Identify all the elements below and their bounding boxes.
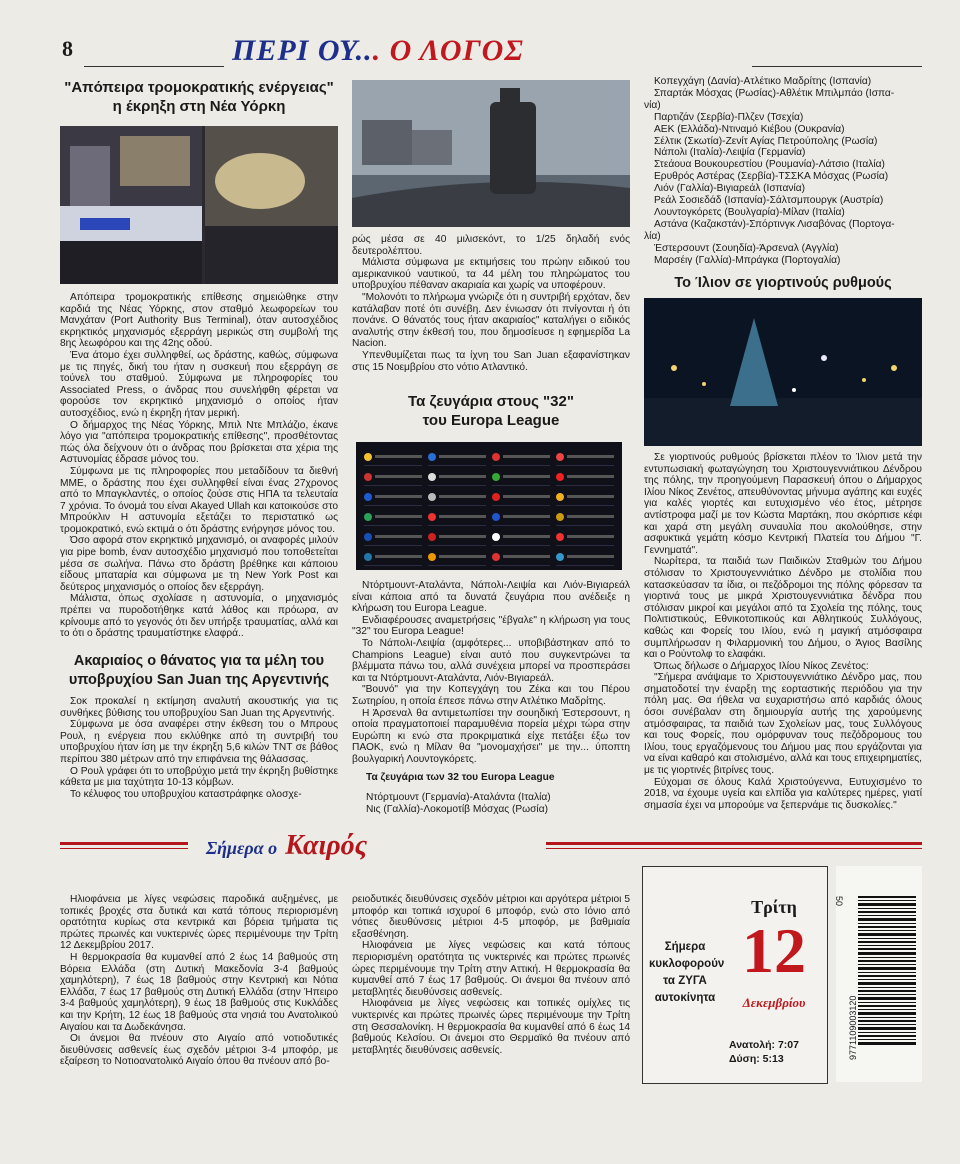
- ilion-body: [644, 452, 922, 811]
- nyc-headline-line2: η έκρηξη στη Νέα Υόρκη: [112, 98, 286, 115]
- europa-paragraph: Η Άρσεναλ θα αντιμετωπίσει την σουηδική Έστερσουντ, η οποία πραγματοποιεί παραμυθένια πορεία μέχρι τώρα στην Ευρώπη κι ενώ στα προκριματικά είχε πετάξει έξω τον ΠΑΟΚ, ενώ η Μίλαν θα "μονομαχήσει" με την... ύποπτη βουλγαρική Λουντογκόρετς.: [352, 707, 630, 765]
- nyc-paragraph: Ένα άτομο έχει συλληφθεί, ως δράστης, καθώς, σύμφωνα με τις πηγές, δική του ήταν η συσκευή που εξερράγη σε τούνελ του σταθμού. Σύμφωνα με πληροφορίες του Associated Press, ο άνδρας που συνελήφθη φέρεται να φορούσε τον εκρηκτικό μηχανισμό ο οποίος ήταν αυτοσχέδιος, ενώ η έκρηξη ήταν μερική.: [60, 349, 338, 419]
- europa-pair: Κοπεγχάγη (Δανία)-Ατλέτικο Μαδρίτης (Ισπανία): [654, 76, 872, 87]
- europa-pair: ΑΕΚ (Ελλάδα)-Ντιναμό Κιέβου (Ουκρανία): [654, 123, 845, 135]
- europa-paragraph: Ντόρτμουντ-Αταλάντα, Νάπολι-Λειψία και Λιόν-Βιγιαρεάλ είναι κάποια από τα δυνατά ζευγάρια που ανέδειξε η κλήρωση του Europa League.: [352, 580, 630, 615]
- weather-col-2: [352, 894, 630, 1056]
- nyc-photo-image: [60, 126, 338, 284]
- europa-headline-line2: του Europa League: [422, 412, 560, 429]
- date-box: [642, 866, 828, 1084]
- europa-pair: Νις (Γαλλία)-Λοκομοτίβ Μόσχας (Ρωσία): [366, 803, 548, 815]
- circulation-line: κυκλοφορούν: [649, 958, 725, 970]
- weather-paragraph: Ηλιοφάνεια με λίγες νεφώσεις και τοπικές ομίχλες τις νυκτερινές και πρώτες πρωινές ώρες περιμένουμε την Τρίτη στη Θεσσαλονίκη. Η θερμοκρασία θα κυμανθεί από 6 έως 14 βαθμούς Κελσίου. Οι άνεμοι στο Θερμαϊκό θα πνέουν από μεταβλητές διευθύνσεις ασθενείς.: [352, 998, 630, 1056]
- draw-slot: [428, 448, 486, 466]
- europa-pair: Μαρσέιγ (Γαλλία)-Μπράγκα (Πορτογαλία): [654, 254, 841, 266]
- ilion-paragraph: Νωρίτερα, τα παιδιά των Παιδικών Σταθμών του Δήμου στόλισαν το Χριστουγεννιάτικο Δένδρο με στολίδια που κατασκεύασαν τα ίδια, οι πεζόδρομοι της πόλης φόρεσαν τα γιορτινά τους με μικρά Χριστουγεννιάτικα δένδρα που στόλισαν μικροί και μεγάλοι από τα Σχολεία της πόλης, τους Πολιτιστικούς, Εθνικοτοπικούς και Αθλητικούς Συλλόγους, καθώς και Φορείς του Ιλίου, ενώ η μαγική ατμόσφαιρα συμπλήρωσαν η Φιλαρμονική του Δήμου, ο Άγιος Βασίλης και ο Ρούντολφ το ελαφάκι.: [644, 556, 922, 661]
- europa-paragraph: Ενδιαφέρουσες αναμετρήσεις "έβγαλε" η κλήρωση για τους "32" του Europa League!: [352, 614, 630, 638]
- europa-paragraph: "Βουνό" για την Κοπεγχάγη του Ζέκα και του Πέρου Σωτηρίου, η οποία έπεσε πάνω στην Ατλέτικο Μαδρίτης.: [352, 684, 630, 707]
- europa-pair: Παρτιζάν (Σερβία)-Πλζεν (Τσεχία): [654, 111, 804, 123]
- sub-headline-line1: Ακαριαίος ο θάνατος για τα μέλη του: [73, 653, 325, 669]
- weather-title-small: Σήμερα ο: [206, 838, 278, 858]
- weather-col-1: [60, 894, 338, 1068]
- draw-slot: [364, 528, 422, 546]
- sub-paragraph: Σοκ προκαλεί η εκτίμηση αναλυτή ακουστικής για τις συνθήκες βύθισης του υποβρυχίου San Juan της Αργεντινής.: [60, 696, 338, 719]
- europa-body: [352, 580, 630, 766]
- draw-slot: [556, 548, 614, 566]
- draw-slot: [428, 528, 486, 546]
- barcode-addon: 50: [834, 896, 844, 907]
- draw-slot: [492, 448, 550, 466]
- europa-paragraph: Το Νάπολι-Λειψία (αμφότερες... υποβιβάστηκαν από το Champions League) είναι αυτό που συγκεντρώνει τα βλέμματα πάνω του, αλλά συνέχεια μπορεί να προσπεράσει και τα Ντόρτμουντ-Αταλάντα, Λιόν-Βιγιαρεάλ.: [352, 637, 630, 684]
- header-rule-left: [84, 66, 224, 67]
- section-title-text: ΠΕΡΙ ΟΥ... Ο ΛΟΓΟΣ: [232, 34, 524, 67]
- weather-rule-left-thin: [60, 848, 188, 849]
- weather-banner: [60, 830, 922, 860]
- barcode-number: 9771109003120: [848, 995, 858, 1060]
- weather-rule-right-thin: [546, 848, 922, 849]
- sunrise: Ανατολή: 7:07: [729, 1039, 799, 1051]
- sub-body: [60, 696, 338, 800]
- europa-pairs-cont: [644, 76, 922, 267]
- weather-paragraph: Ηλιοφάνεια με λίγες νεφώσεις παροδικά αυξημένες, με τοπικές βροχές στα δυτικά και κατά τόπους περιορισμένη ορατότητα κυρίως στα κεντρικά και βόρεια τμήματα τις πρώτες πρωινές και νυκτερινές ώρες περιμένουμε την Τρίτη 12 Δεκεμβρίου 2017.: [60, 894, 338, 952]
- europa-headline: [352, 392, 630, 430]
- europa-draw-graphic: [356, 442, 622, 570]
- europa-draw-grid: [356, 442, 622, 570]
- nyc-photo: [60, 126, 338, 284]
- nyc-paragraph: Μάλιστα, όπως σχολίασε η αστυνομία, ο μηχανισμός πρέπει να πυροδοτήθηκε κατά λάθος και πρόωρα, αν κρίνουμε από το γεγονός ότι δεν υπήρξε τραυματίας, αλλά και το ότι ο δράστης τραυματίστηκε ελαφρά..: [60, 593, 338, 640]
- sub-paragraph: Σύμφωνα με όσα αναφέρει στην έκθεση του ο Μπρους Ρουλ, η ενέργεια που εκλύθηκε από τη συντριβή του υποβρυχίου ήταν ίση με την έκρηξη 5,6 κιλών TNT σε βάθος περίπου 380 μέτρων από την επιφάνεια της θάλασσας.: [60, 719, 338, 765]
- weekday: Τρίτη: [751, 897, 797, 917]
- circulation-notice: [649, 939, 725, 1007]
- weather-title: [206, 830, 367, 862]
- weather-paragraph: Οι άνεμοι θα πνέουν στο Αιγαίο από νοτιοδυτικές διευθύνσεις ασθενείς έως σχεδόν μέτριοι 3-4 μποφόρ, με εξαίρεση το Νοτιοανατολικό Αιγαίο όπου θα πνέουν από βο-: [60, 1033, 338, 1068]
- draw-slot: [428, 508, 486, 526]
- europa-pair: Νάπολι (Ιταλία)-Λειψία (Γερμανία): [654, 147, 806, 159]
- ilion-photo-image: [644, 298, 922, 446]
- day-number: 12: [742, 915, 806, 986]
- draw-slot: [556, 488, 614, 506]
- draw-slot: [428, 468, 486, 486]
- draw-slot: [492, 528, 550, 546]
- ilion-headline: Το Ίλιον σε γιορτινούς ρυθμούς: [674, 275, 892, 291]
- sub-paragraph: Ο Ρουλ γράφει ότι το υποβρύχιο μετά την έκρηξη βυθίστηκε κάθετα με μια ταχύτητα 10-13 κόμβων.: [60, 765, 338, 789]
- europa-pair: Λουντογκόρετς (Βουλγαρία)-Μίλαν (Ιταλία): [654, 206, 845, 218]
- europa-list-title: Τα ζευγάρια των 32 του Europa League: [366, 772, 555, 783]
- draw-slot: [428, 488, 486, 506]
- sub-headline-line2: υποβρυχίου San Juan της Αργεντινής: [68, 672, 330, 688]
- circulation-line: Σήμερα: [664, 941, 706, 953]
- nyc-paragraph: Απόπειρα τρομοκρατικής επίθεσης σημειώθηκε στην καρδιά της Νέας Υόρκης, στον σταθμό λεωφορείων του Μανχάταν (Port Authority Bus Terminal), όταν αυτοσχέδιος εκρηκτικός μηχανισμός εξερράγη μερικώς στη συμβολή της 8ης λεωφόρου και της 42ης οδού.: [60, 292, 338, 350]
- nyc-paragraph: Όσο αφορά στον εκρηκτικό μηχανισμό, οι αναφορές μιλούν για pipe bomb, έναν αυτοσχέδιο μηχανισμό που τοποθετείται μέσα σε σωλήνα. Πάνω στο δράστη βρέθηκε και κάποιου είδους μπαταρία και σύμφωνα με τη New York Post και δεύτερος μηχανισμός ο οποίος δεν εξερράγη.: [60, 535, 338, 593]
- draw-slot: [428, 548, 486, 566]
- weather-rule-left: [60, 842, 188, 845]
- draw-slot: [492, 488, 550, 506]
- sub-headline: [56, 652, 342, 690]
- europa-pair: Ρεάλ Σοσιεδάδ (Ισπανία)-Σάλτσμπουργκ (Αυστρία): [654, 195, 884, 207]
- sub-paragraph: Το κέλυφος του υποβρυχίου καταστράφηκε ολοσχε-: [70, 788, 302, 800]
- month: Δεκεμβρίου: [742, 995, 806, 1010]
- europa-headline-line1: Τα ζευγάρια στους "32": [408, 393, 574, 410]
- ilion-paragraph: Εύχομαι σε όλους Καλά Χριστούγεννα, Ευτυχισμένο το 2018, να έχουμε υγεία και ελπίδα για καλύτερες ημέρες, γιατί σημασία έχει να μπορούμε να ξεπερνάμε τις δυσκολίες.": [644, 776, 922, 811]
- europa-pair: Σπαρτάκ Μόσχας (Ρωσίας)-Αθλέτικ Μπιλμπάο (Ισπα-: [654, 87, 895, 99]
- europa-pair: Στεάουα Βουκουρεστίου (Ρουμανία)-Λάτσιο (Ιταλία): [654, 159, 885, 171]
- nyc-body: [60, 292, 338, 640]
- section-title: [232, 34, 524, 68]
- weather-paragraph: Η θερμοκρασία θα κυμανθεί από 2 έως 14 βαθμούς στη Βόρεια Ελλάδα (στη Δυτική Μακεδονία 3-4 βαθμούς χαμηλότερη), 7 έως 18 βαθμούς στην Κεντρική και Νότια Ελλάδα, 7 έως 17 βαθμούς στη Δυτική Ελλάδα (στην Ήπειρο 3-4 βαθμούς χαμηλότερη), 9 έως 18 βαθμούς στις Κυκλάδες και την Κρήτη, 12 έως 18 βαθμούς στα νησιά του Ανατολικού Αιγαίου και τα Δωδεκάνησα.: [60, 951, 338, 1033]
- ilion-photo: [644, 298, 922, 446]
- draw-slot: [364, 488, 422, 506]
- draw-slot: [556, 468, 614, 486]
- europa-pair: Ερυθρός Αστέρας (Σερβία)-ΤΣΣΚΑ Μόσχας (Ρωσία): [654, 171, 889, 183]
- sub-body-continued: [352, 234, 630, 373]
- draw-slot: [492, 548, 550, 566]
- europa-pair: Σέλτικ (Σκωτία)-Ζενίτ Αγίας Πετρούπολης (Ρωσία): [654, 135, 878, 147]
- ilion-paragraph: "Σήμερα ανάψαμε το Χριστουγεννιάτικο Δένδρο μας, που σηματοδοτεί την έναρξη της εορταστικής περιόδου για την πόλη μας. Θα ήθελα να ευχαριστήσω από καρδιάς όλους όσοι συνέβαλαν στη δημιουργία αυτής της χαρούμενης ατμόσφαιρας, τα παιδιά των Σχολείων μας, τους Συλλόγους και τους Φορείς, που ομόρφυναν τους πεζόδρομους του Ιλίου, τους εργαζόμενους του Δήμου μας που εργάζονται για να είναι καθαρό και στολισμένο, αλλά και τους επιχειρηματίες, με τις γιορτινές βιτρίνες τους.: [644, 672, 922, 777]
- sub-paragraph: "Μολονότι το πλήρωμα γνώριζε ότι η συντριβή ερχόταν, δεν κατάλαβαν ποτέ ότι συνέβη. Δεν ένιωσαν ότι πνίγονται ή ότι πονάνε. Ο θάνατός τους ήταν ακαριαίος" καταλήγει ο ειδικός αναλυτής στην έκθεσή του, που δημοσίευσε η εφημερίδα La Nacion.: [352, 291, 630, 350]
- europa-pair: Έστερσουντ (Σουηδία)-Άρσεναλ (Αγγλία): [654, 242, 839, 254]
- nyc-headline: [60, 78, 338, 116]
- europa-pair: Αστάνα (Καζακστάν)-Σπόρτινγκ Λισαβόνας (Πορτογα-: [654, 218, 895, 230]
- draw-slot: [492, 508, 550, 526]
- sub-paragraph: ρώς μέσα σε 40 μιλισεκόντ, το 1/25 δηλαδή ενός δευτερολέπτου.: [352, 234, 630, 257]
- sunset: Δύση: 5:13: [729, 1053, 784, 1065]
- circulation-line: τα ΖΥΓΑ: [663, 975, 707, 987]
- draw-slot: [364, 468, 422, 486]
- ilion-paragraph: Όπως δήλωσε ο Δήμαρχος Ιλίου Νίκος Ζενέτος:: [654, 660, 869, 672]
- nyc-headline-line1: "Απόπειρα τρομοκρατικής ενέργειας": [64, 79, 334, 96]
- europa-pair: νία): [644, 99, 661, 111]
- sub-paragraph: Μάλιστα σύμφωνα με εκτιμήσεις του πρώην ειδικού του αμερικανικού ναυτικού, τα 44 μέλη του πληρώματος του υποβρυχίου πέθαναν ακαριαία και χωρίς να υποφέρουν.: [352, 257, 630, 292]
- header-rule-right: [752, 66, 922, 67]
- nyc-paragraph: Σύμφωνα με τις πληροφορίες που μεταδίδουν τα διεθνή ΜΜΕ, ο δράστης που έχει συλληφθεί είναι ένας 27χρονος από το Μπαγκλαντές, ο οποίος ζούσε στις ΗΠΑ τα τελευταία 7 χρόνια. Το όνομά του είναι Akayed Ullah και κατοικούσε στο Μπρούκλιν Η αστυνομία εξετάζει το περιστατικό ως τρομοκρατικό, ενώ εκτιμά ο ότι δράστης ενήργησε μόνος του.: [60, 465, 338, 535]
- ilion-paragraph: Σε γιορτινούς ρυθμούς βρίσκεται πλέον το Ίλιον μετά την εντυπωσιακή φωταγώγηση του Χριστουγεννιάτικου Δένδρου της πόλης, την προηγούμενη Παρασκευή όπου ο Δήμαρχος Ιλίου Νίκος Ζενέτος, απευθύνοντας μήνυμα αγάπης και ευχές για καλές γιορτές και ευτυχισμένο νέο έτος, μέτρησε αντίστροφα μαζί με τον Κώστα Μαρτάκη, που σκόρπισε κέφι και χαρά στη μεγάλη συναυλία που ακολούθησε, στην ασφυκτικά γεμάτη κόσμο Κεντρική Πλατεία του Δήμου "Γ. Γεννηματά".: [644, 452, 922, 556]
- barcode-bars: [858, 896, 916, 1046]
- weather-rule-right: [546, 842, 922, 845]
- weather-title-big: Καιρός: [285, 830, 368, 861]
- draw-slot: [556, 528, 614, 546]
- circulation-line: αυτοκίνητα: [654, 992, 716, 1004]
- barcode: [836, 866, 922, 1082]
- draw-slot: [556, 508, 614, 526]
- draw-slot: [556, 448, 614, 466]
- europa-pairs-start: [366, 792, 551, 816]
- weather-paragraph: ρειοδυτικές διευθύνσεις σχεδόν μέτριοι και αργότερα μέτριοι 5 μποφόρ και τοπικά ισχυροί 6 μποφόρ, ενώ στο Ιόνιο από νότιες διευθύνσεις μέτριοι 4-5 μποφόρ, με βαθμιαία εξασθένηση.: [352, 894, 630, 940]
- page-number: 8: [62, 36, 73, 61]
- europa-pair: Ντόρτμουντ (Γερμανία)-Αταλάντα (Ιταλία): [366, 792, 551, 803]
- nyc-paragraph: Ο δήμαρχος της Νέας Υόρκης, Μπιλ Ντε Μπλάζιο, έκανε λόγο για "απόπειρα τρομοκρατικής επίθεσης", προσθέτοντας πώς όλα δείχνουν ότι ο άνδρας που βρίσκεται στα χέρια της Αστυνομίας έδρασε μόνος του.: [60, 419, 338, 466]
- draw-slot: [364, 548, 422, 566]
- submarine-photo: [352, 80, 630, 227]
- draw-slot: [364, 448, 422, 466]
- sub-paragraph: Υπενθυμίζεται πως τα ίχνη του San Juan εξαφανίστηκαν στις 15 Νοεμβρίου στο νότιο Ατλαντικό.: [352, 349, 630, 373]
- submarine-photo-image: [352, 80, 630, 227]
- europa-pair: Λιόν (Γαλλία)-Βιγιαρεάλ (Ισπανία): [654, 183, 806, 195]
- draw-slot: [492, 468, 550, 486]
- weather-paragraph: Ηλιοφάνεια με λίγες νεφώσεις και κατά τόπους περιορισμένη ορατότητα τις νυκτερινές και πρώτες πρωινές ώρες περιμένουμε την Τρίτη στην Αττική. Η θερμοκρασία θα κυμανθεί από 7 έως 17 βαθμούς. Οι άνεμοι θα πνέουν από μεταβλητές διευθύνσεις ασθενείς.: [352, 940, 630, 998]
- draw-slot: [364, 508, 422, 526]
- europa-pair: λία): [644, 230, 661, 242]
